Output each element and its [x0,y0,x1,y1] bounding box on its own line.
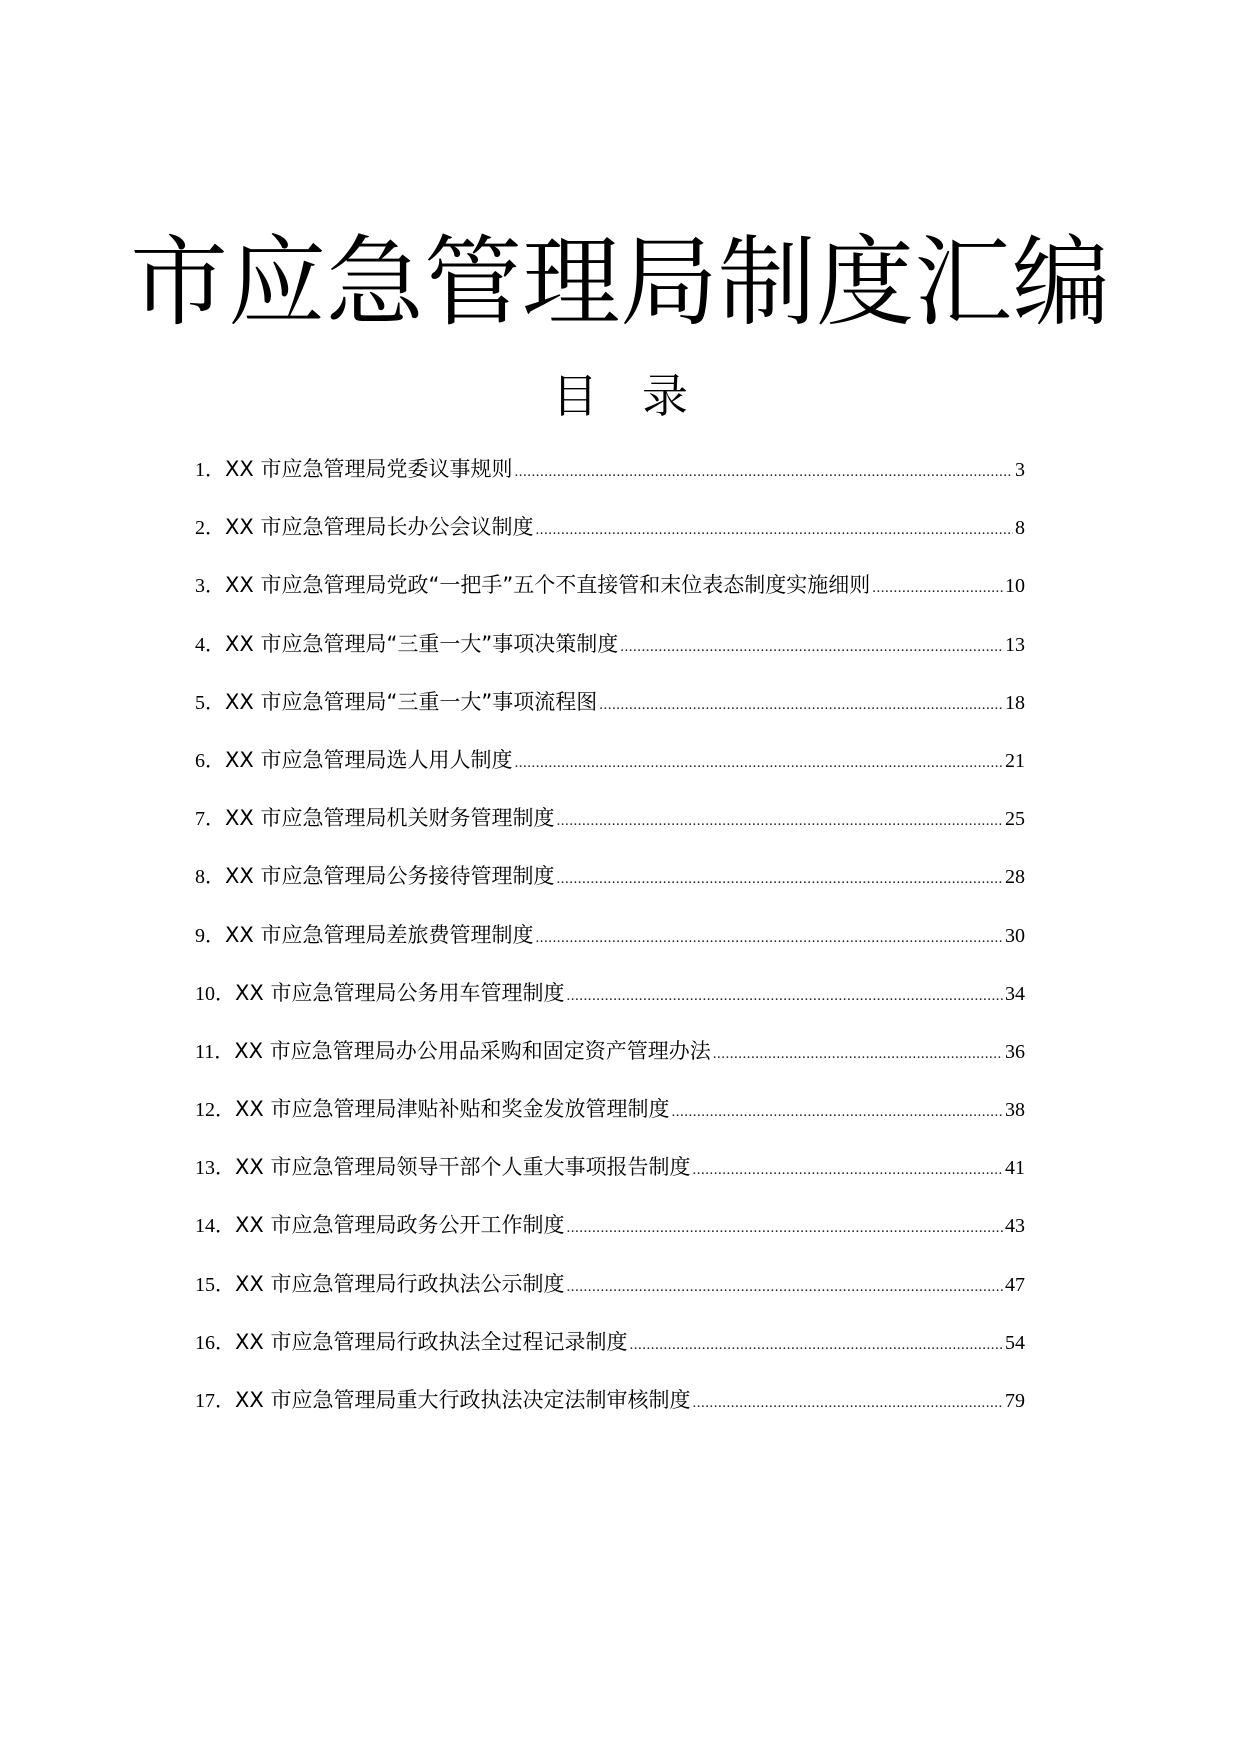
toc-entry-title: XX 市应急管理局选人用人制度 [225,747,513,772]
toc-entry-title: XX 市应急管理局机关财务管理制度 [225,806,555,831]
toc-entry-page: 8 [1015,517,1025,540]
toc-entry-title: XX 市应急管理局公务用车管理制度 [235,980,565,1005]
toc-entry-title: XX 市应急管理局党委议事规则 [225,457,513,481]
toc-dot-leader [692,1141,1003,1199]
toc-entry-title: XX 市应急管理局领导干部个人重大事项报告制度 [235,1155,691,1180]
toc-entry[interactable] [195,615,1025,673]
toc-entry[interactable] [195,906,1025,964]
toc-dot-leader [713,1025,1003,1083]
toc-entry-page: 79 [1005,1390,1025,1412]
toc-dot-leader [514,734,1003,792]
toc-entry-page: 54 [1005,1331,1025,1354]
toc-entry[interactable] [195,847,1025,905]
toc-entry-page: 25 [1005,808,1025,831]
toc-entry-title: XX 市应急管理局党政“一把手”五个不直接管和末位表态制度实施细则 [225,573,871,598]
toc-entry[interactable] [195,789,1025,847]
toc-dot-leader [556,850,1003,908]
toc-entry-number: 12． [195,1099,235,1122]
toc-entry-page: 41 [1005,1157,1025,1180]
toc-entry-number: 10． [195,982,235,1005]
toc-entry-page: 21 [1005,749,1025,772]
document-title: 市应急管理局制度汇编 [129,226,1110,340]
toc-entry[interactable] [195,1080,1025,1138]
toc-entry-title: XX 市应急管理局重大行政执法决定法制审核制度 [235,1388,691,1412]
toc-entry-number: 9． [195,924,225,947]
toc-entry[interactable] [195,498,1025,556]
toc-entry[interactable] [195,1313,1025,1371]
toc-entry-page: 38 [1005,1099,1025,1122]
toc-entry[interactable] [195,1255,1025,1313]
toc-entry-page: 28 [1005,866,1025,889]
toc-entry-number: 5． [195,691,225,714]
toc-entry-number: 15． [195,1273,235,1296]
toc-dot-leader [535,909,1003,967]
toc-entry[interactable] [195,556,1025,614]
toc-entry-number: 3． [195,575,225,598]
table-of-contents [195,440,1025,1429]
toc-entry-title: XX 市应急管理局公务接待管理制度 [225,864,555,889]
toc-entry-number: 14． [195,1215,235,1238]
toc-entry[interactable] [195,440,1025,498]
toc-entry-title: XX 市应急管理局差旅费管理制度 [225,922,534,947]
toc-entry-page: 47 [1005,1273,1025,1296]
toc-entry[interactable] [195,1138,1025,1196]
toc-entry-page: 43 [1005,1215,1025,1238]
toc-entry-page: 10 [1005,575,1025,598]
toc-entry-page: 34 [1005,982,1025,1005]
toc-entry-number: 1． [195,459,225,481]
toc-entry[interactable] [195,964,1025,1022]
toc-heading: 目录 [552,369,732,423]
toc-entry-title: XX 市应急管理局政务公开工作制度 [235,1213,565,1238]
toc-entry-number: 17． [195,1390,235,1412]
toc-dot-leader [566,1199,1003,1257]
toc-entry-page: 30 [1005,924,1025,947]
toc-entry-number: 4． [195,633,225,656]
toc-entry-page: 3 [1015,459,1025,481]
toc-dot-leader [872,559,1003,617]
toc-entry[interactable] [195,1022,1025,1080]
toc-dot-leader [535,501,1013,559]
toc-entry-title: XX 市应急管理局行政执法公示制度 [235,1271,565,1296]
toc-entry-number: 7． [195,808,225,831]
toc-entry-number: 2． [195,517,225,540]
toc-entry-number: 13． [195,1157,235,1180]
toc-dot-leader [514,443,1013,501]
toc-dot-leader [566,967,1003,1025]
toc-dot-leader [671,1083,1003,1141]
toc-entry-number: 11． [195,1040,235,1063]
toc-dot-leader [692,1374,1003,1432]
toc-entry-number: 8． [195,866,225,889]
toc-entry[interactable] [195,673,1025,731]
toc-entry-page: 36 [1005,1040,1025,1063]
toc-dot-leader [566,1258,1003,1316]
toc-dot-leader [629,1316,1003,1374]
toc-entry-title: XX 市应急管理局“三重一大”事项决策制度 [225,631,619,656]
toc-entry-page: 13 [1005,633,1025,656]
toc-entry-title: XX 市应急管理局津贴补贴和奖金发放管理制度 [235,1097,670,1122]
toc-entry-title: XX 市应急管理局“三重一大”事项流程图 [225,689,598,714]
toc-entry-page: 18 [1005,691,1025,714]
toc-entry-number: 6． [195,749,225,772]
toc-entry[interactable] [195,731,1025,789]
toc-entry-title: XX 市应急管理局行政执法全过程记录制度 [235,1329,628,1354]
toc-entry[interactable] [195,1371,1025,1429]
toc-entry[interactable] [195,1196,1025,1254]
toc-dot-leader [620,618,1003,676]
toc-dot-leader [599,676,1003,734]
toc-entry-number: 16． [195,1331,235,1354]
toc-dot-leader [556,792,1003,850]
toc-entry-title: XX 市应急管理局长办公会议制度 [225,515,534,540]
toc-entry-title: XX 市应急管理局办公用品采购和固定资产管理办法 [234,1038,711,1063]
